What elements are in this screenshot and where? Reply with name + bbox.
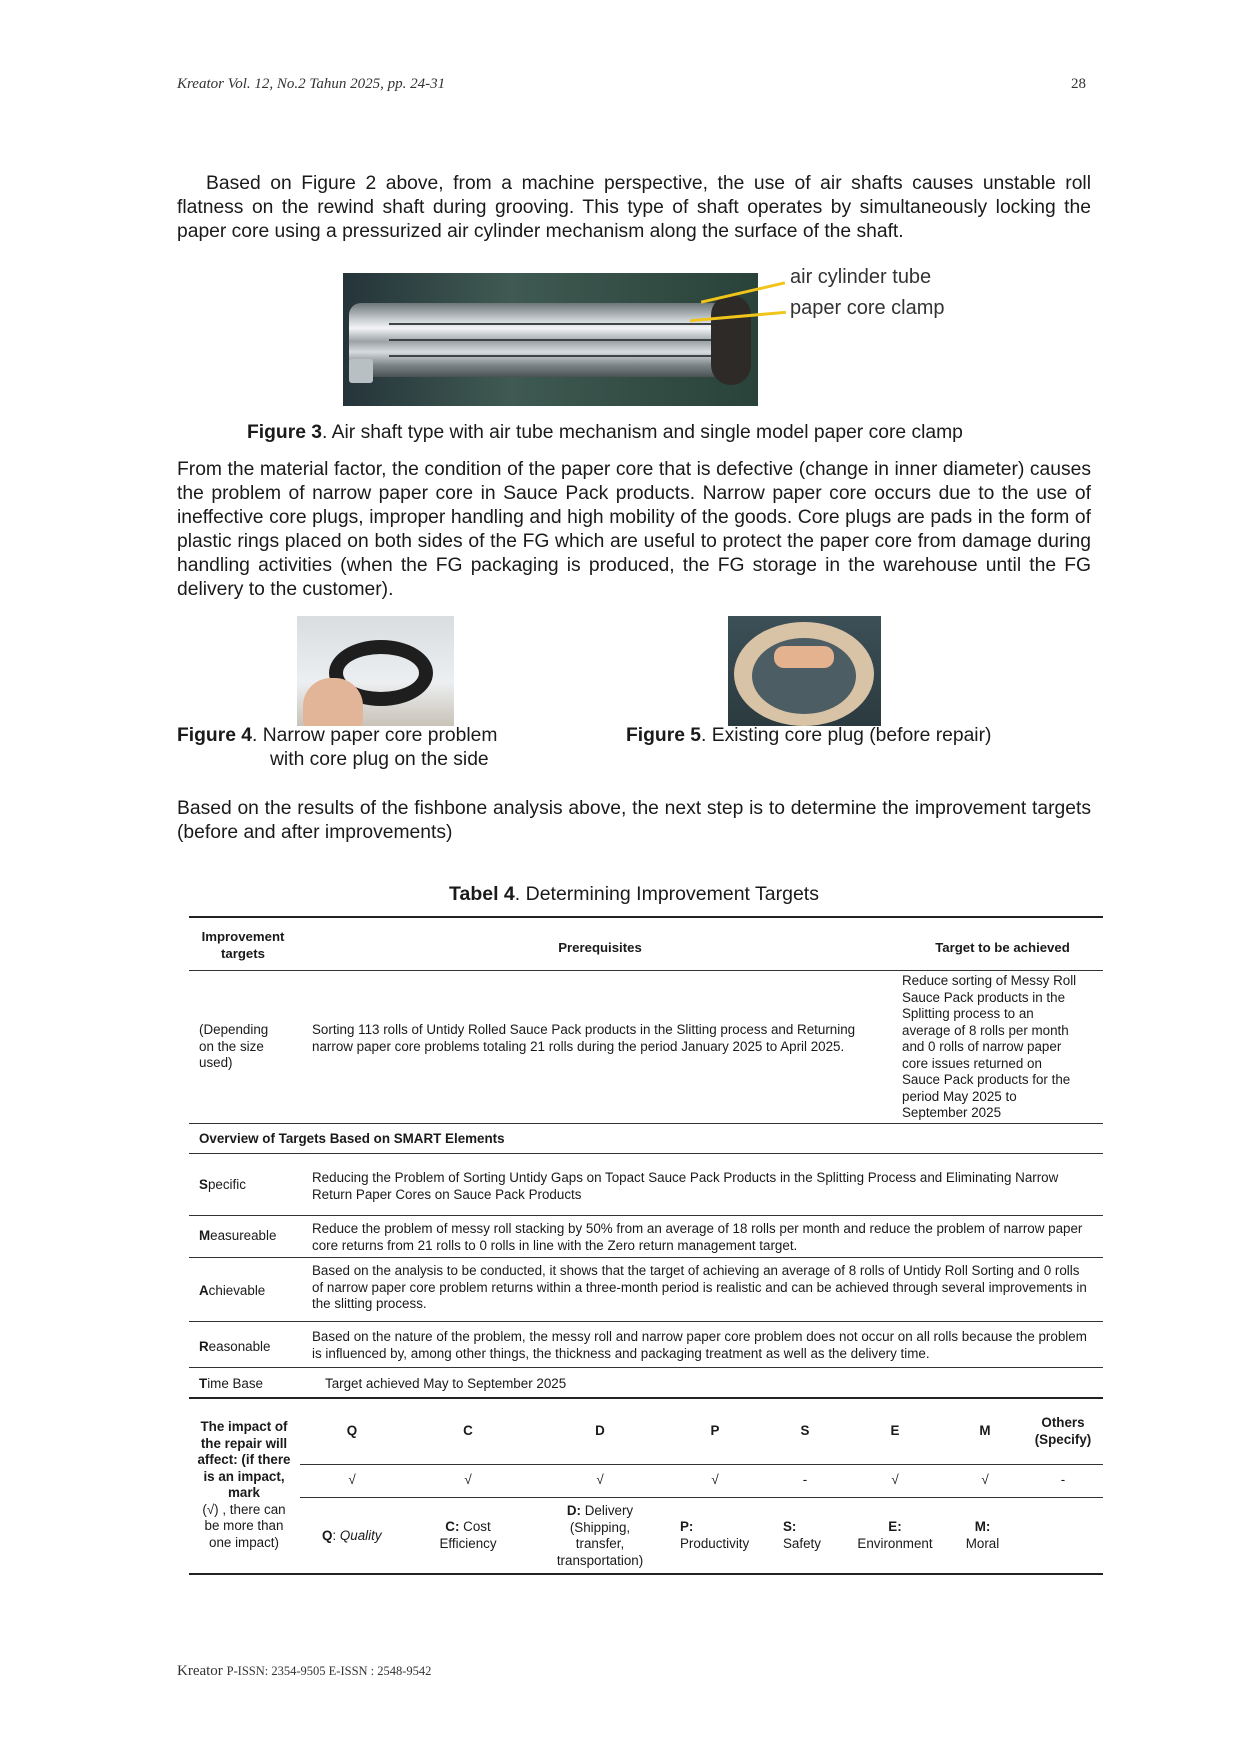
legend-quality: Q: Quality [322, 1528, 382, 1543]
impact-mark-p: √ [711, 1472, 719, 1487]
table-4-title: Tabel 4. Determining Improvement Targets [449, 883, 819, 905]
smart-measureable-label: Measureable [199, 1228, 277, 1243]
page-footer [177, 1663, 431, 1680]
legend-safety: S: Safety [783, 1519, 821, 1551]
page-number: 28 [1071, 76, 1086, 92]
header-target: Target to be achieved [935, 940, 1070, 955]
paragraph-air-shaft: Based on Figure 2 above, from a machine perspective, the use of air shafts causes unstable roll flatness on the rewind shaft during grooving. This type of shaft operates by simultaneously locking the paper core using a pressurized air cylinder mechanism along the surface of the shaft. [177, 173, 1091, 242]
callout-paper-core-clamp: paper core clamp [790, 297, 945, 319]
footer-journal: Kreator [177, 1663, 223, 1679]
figure-5-image [728, 616, 881, 726]
smart-reasonable-text: Based on the nature of the problem, the messy roll and narrow paper core problem does not occur on all rolls because the problem is influenced by, among other things, the thickness and packaging treatment as well as the delivery time. [312, 1329, 1087, 1361]
impact-code-s: S [800, 1423, 810, 1438]
impact-code-d: D [595, 1423, 605, 1438]
smart-achievable-label: Achievable [199, 1283, 266, 1298]
paragraph-fishbone: Based on the results of the fishbone analysis above, the next step is to determine the improvement targets (before and after improvements) [177, 798, 1091, 843]
impact-mark-e: √ [891, 1472, 899, 1487]
impact-code-m: M [979, 1423, 991, 1438]
impact-mark-d: √ [596, 1472, 604, 1487]
impact-code-e: E [890, 1423, 900, 1438]
smart-achievable-text: Based on the analysis to be conducted, it shows that the target of achieving an average of 8 rolls of Untidy Roll Sorting and 0 rolls of narrow paper core problem returns within a three-month period is realistic and can be achieved through several improvements in the slitting process. [312, 1263, 1087, 1311]
figure-3-callouts [758, 260, 978, 340]
smart-time-base-label: Time Base [199, 1376, 264, 1391]
row1-target: Reduce sorting of Messy Roll Sauce Pack products in the Splitting process to an average of 8 rolls per month and 0 rolls of narrow paper core issues returned on Sauce Pack products for the period May 2025 to September 2025 [902, 973, 1077, 1120]
impact-mark-s: - [802, 1472, 808, 1487]
row1-improvement-targets: (Depending on the size used) [199, 1022, 269, 1070]
figure-4-caption: Figure 4. Narrow paper core problem [177, 725, 498, 746]
header-improvement-targets: Improvement targets [201, 929, 285, 961]
smart-reasonable-label: Reasonable [199, 1339, 271, 1354]
air-shaft-photo [349, 303, 749, 377]
figure-4-image [297, 616, 454, 726]
impact-mark-c: √ [464, 1472, 472, 1487]
figure-4-caption-line2: with core plug on the side [270, 749, 489, 770]
legend-environment: E: Environment [857, 1519, 933, 1551]
legend-delivery: D: Delivery (Shipping, transfer, transportation) [556, 1503, 644, 1568]
smart-specific-text: Reducing the Problem of Sorting Untidy Gaps on Topact Sauce Pack Products in the Splitting Process and Eliminating Narrow Return Paper Cores on Sauce Pack Products [312, 1170, 1059, 1202]
figure-3-image [343, 273, 758, 406]
impact-mark-others: - [1060, 1472, 1066, 1487]
figure-5-caption: Figure 5. Existing core plug (before repair) [626, 725, 992, 746]
smart-time-base-text: Target achieved May to September 2025 [325, 1376, 567, 1391]
impact-code-c: C [463, 1423, 473, 1438]
running-header [177, 76, 1086, 98]
smart-measureable-text: Reduce the problem of messy roll stacking by 50% from an average of 18 rolls per month and reduce the problem of narrow paper core returns from 21 rolls to 0 rolls in line with the Zero return management target. [312, 1221, 1083, 1253]
impact-mark-q: √ [348, 1472, 356, 1487]
figure-3-caption: Figure 3. Air shaft type with air tube mechanism and single model paper core clamp [247, 422, 963, 443]
callout-air-cylinder-tube: air cylinder tube [790, 266, 932, 288]
row1-prerequisites: Sorting 113 rolls of Untidy Rolled Sauce Pack products in the Slitting process and Returning narrow paper core problems totaling 21 rolls during the period January 2025 to April 2025. [312, 1022, 856, 1054]
legend-productivity: P: Productivity [680, 1519, 750, 1551]
impact-code-others: Others (Specify) [1034, 1415, 1092, 1447]
impact-label: The impact of the repair will affect: (if there is an impact, mark (√) , there can be more than one impact) [197, 1419, 291, 1550]
legend-cost: C: Cost Efficiency [439, 1519, 497, 1551]
journal-citation: Kreator Vol. 12, No.2 Tahun 2025, pp. 24-31 [177, 76, 446, 92]
legend-moral: M: Moral [965, 1519, 1000, 1551]
impact-code-q: Q [346, 1423, 358, 1438]
footer-issn: P-ISSN: 2354-9505 E-ISSN : 2548-9542 [226, 1664, 432, 1678]
smart-specific-label: Specific [199, 1177, 246, 1192]
impact-code-p: P [710, 1423, 720, 1438]
impact-mark-m: √ [981, 1472, 989, 1487]
paragraph-material-factor: From the material factor, the condition of the paper core that is defective (change in inner diameter) causes the problem of narrow paper core in Sauce Pack products. Narrow paper core occurs due to the use of ineffective core plugs, improper handling and high mobility of the goods. Core plugs are pads in the form of plastic rings placed on both sides of the FG which are useful to protect the paper core from damage during handling activities (when the FG packaging is produced, the FG storage in the warehouse until the FG delivery to the customer). [177, 459, 1091, 600]
header-prerequisites: Prerequisites [558, 940, 642, 955]
smart-heading: Overview of Targets Based on SMART Elements [199, 1131, 505, 1146]
